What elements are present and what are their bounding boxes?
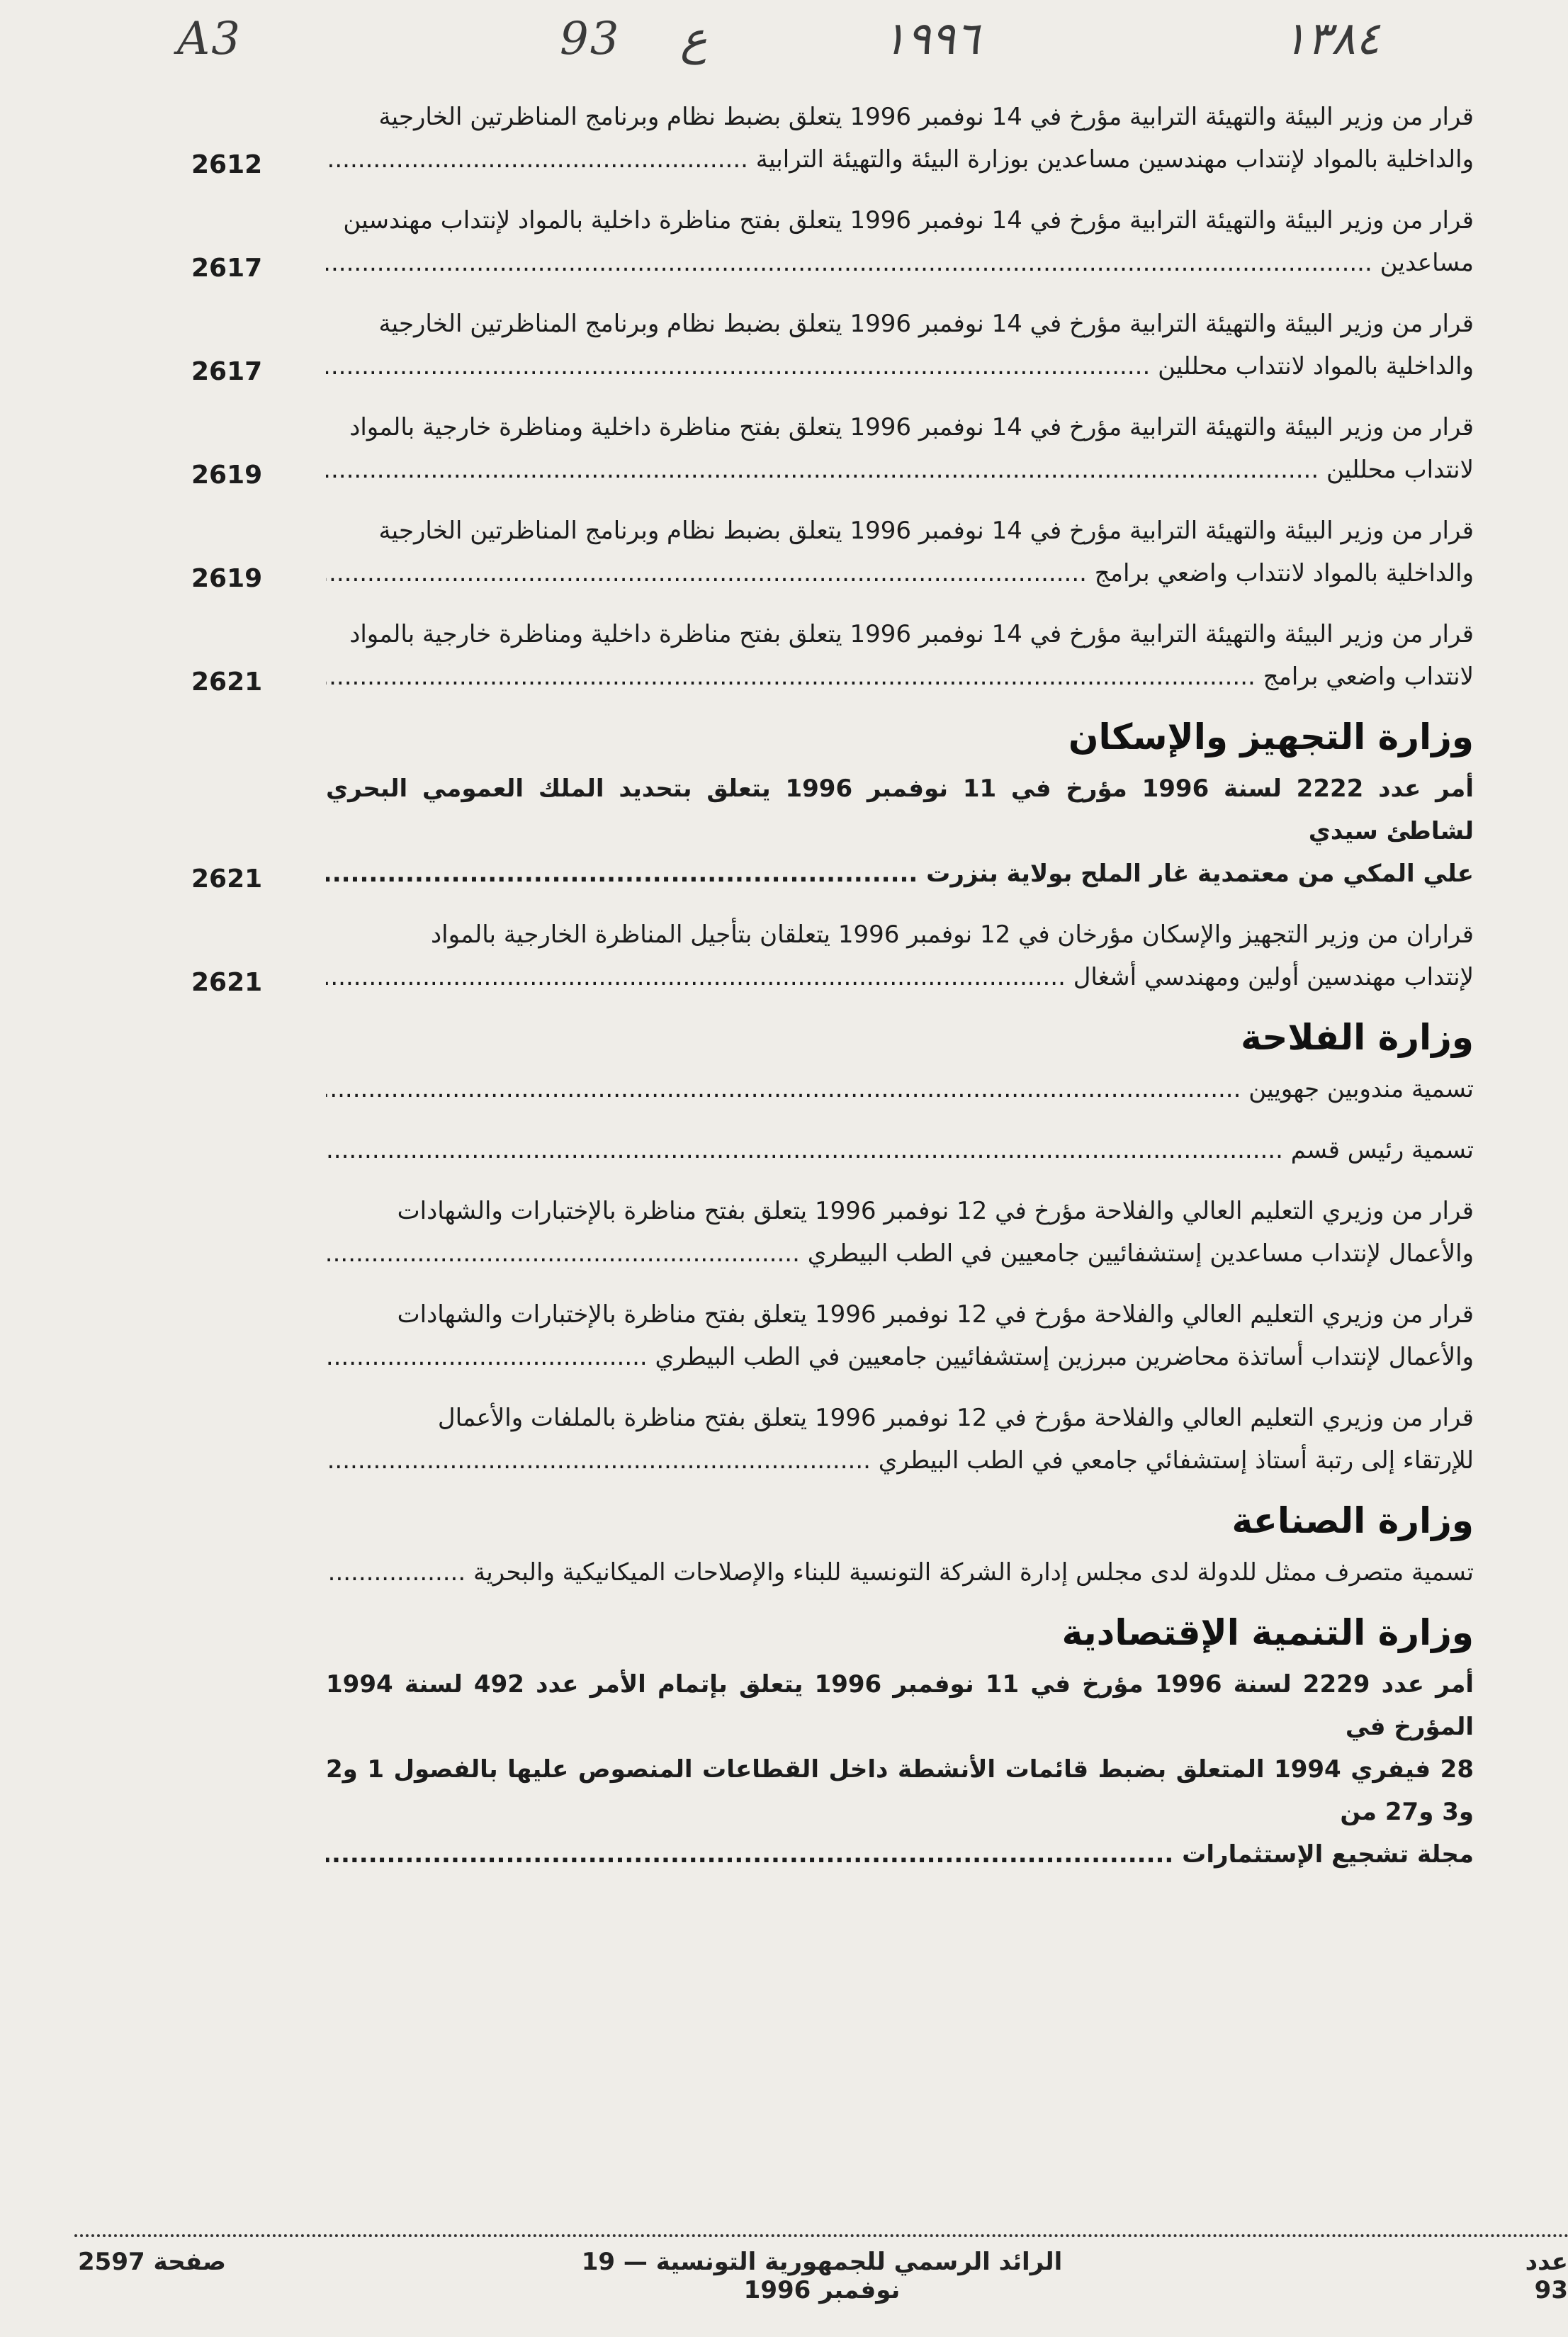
toc-entry-text xyxy=(326,1663,1474,1876)
footer-divider xyxy=(74,2234,1568,2241)
toc-entry xyxy=(191,303,1474,388)
toc-entry-line: قرار من وزير البيئة والتهيئة الترابية مؤرخ في 14 نوفمبر 1996 يتعلق بفتح مناظرة داخلية ومناظرة خارجية بالمواد xyxy=(349,413,1474,441)
section-title-industry: وزارة الصناعة xyxy=(1231,1500,1474,1541)
handwritten-note-a3: A3 xyxy=(177,13,242,65)
entries-agriculture xyxy=(191,1068,1474,1482)
handwritten-note-ain: ع xyxy=(680,13,708,65)
toc-entry xyxy=(191,767,1474,895)
toc-page-number: 2619 xyxy=(191,461,263,490)
toc-entry-text xyxy=(326,303,1474,388)
toc-entry-line: والداخلية بالمواد لانتداب محللين ..... xyxy=(326,345,1474,388)
footer-issue-label: عدد xyxy=(1525,2248,1568,2276)
toc-entry xyxy=(191,1551,1474,1594)
toc-entry-text xyxy=(326,1397,1474,1482)
toc-entry xyxy=(191,613,1474,698)
toc-entry-line: للإرتقاء إلى رتبة أستاذ إستشفائي جامعي في الطب البيطري ..... xyxy=(326,1439,1474,1482)
toc-entry-line: والداخلية بالمواد لانتداب واضعي برامج ..... xyxy=(326,552,1474,595)
toc-entry-text xyxy=(326,1129,1474,1171)
toc-page-number: 2617 xyxy=(191,254,263,283)
toc-entry-text xyxy=(326,509,1474,595)
section-title-economy: وزارة التنمية الإقتصادية xyxy=(1061,1612,1474,1653)
toc-entry-text xyxy=(326,1068,1474,1110)
toc-entry-line: قرار من وزير البيئة والتهيئة الترابية مؤرخ في 14 نوفمبر 1996 يتعلق بضبط نظام وبرنامج المناظرتين الخارجية xyxy=(378,517,1474,545)
toc-entry-line: لإنتداب مهندسين أولين ومهندسي أشغال ..... xyxy=(326,956,1474,998)
toc-entry-line: لانتداب محللين ..... xyxy=(326,449,1474,491)
toc-entry-line: تسمية متصرف ممثل للدولة لدى مجلس إدارة الشركة التونسية للبناء والإصلاحات الميكانيكية والبحرية ..... xyxy=(326,1551,1474,1594)
toc-page-number: 2621 xyxy=(191,968,263,997)
handwritten-note-year: ١٩٩٦ xyxy=(882,13,980,65)
toc-entry xyxy=(191,1293,1474,1378)
toc-page-number: 2621 xyxy=(191,668,263,697)
toc-entry-text xyxy=(326,613,1474,698)
toc-page-number: 2612 xyxy=(191,150,263,179)
section-title-agriculture: وزارة الفلاحة xyxy=(1241,1017,1474,1058)
toc-entry-line: علي المكي من معتمدية غار الملح بولاية بنزرت ..... xyxy=(326,852,1474,895)
entries-industry xyxy=(191,1551,1474,1594)
toc-entry-line: والداخلية بالمواد لإنتداب مهندسين مساعدين بوزارة البيئة والتهيئة الترابية ..... xyxy=(326,138,1474,181)
footer-page-number: صفحة 2597 xyxy=(78,2248,226,2276)
toc-entry-text xyxy=(326,199,1474,284)
toc-entry-line: قرار من وزيري التعليم العالي والفلاحة مؤرخ في 12 نوفمبر 1996 يتعلق بفتح مناظرة بالإختبارات والشهادات xyxy=(397,1197,1474,1225)
toc-entry xyxy=(191,1129,1474,1171)
toc-entry-line: تسمية مندوبين جهويين ..... xyxy=(326,1068,1474,1110)
footer-journal-title: الرائد الرسمي للجمهورية التونسية — 19 نوفمبر 1996 xyxy=(581,2248,1063,2304)
toc-page-number: 2619 xyxy=(191,564,263,593)
toc-entry xyxy=(191,96,1474,181)
toc-entry-line: أمر عدد 2222 لسنة 1996 مؤرخ في 11 نوفمبر 1996 يتعلق بتحديد الملك العمومي البحري لشاطئ سيدي xyxy=(326,775,1474,845)
entries-equipment xyxy=(191,767,1474,998)
toc-page-number: 2617 xyxy=(191,357,263,386)
toc-entry xyxy=(191,1190,1474,1275)
toc-entry-line: قرار من وزير البيئة والتهيئة الترابية مؤرخ في 14 نوفمبر 1996 يتعلق بفتح مناظرة داخلية بالمواد لإنتداب مهندسين xyxy=(343,206,1474,235)
handwritten-note-number: ١٣٨٤ xyxy=(1282,13,1380,65)
toc-entry xyxy=(191,406,1474,491)
toc-entry-line: مجلة تشجيع الإستثمارات ..... xyxy=(326,1833,1474,1876)
footer-issue-number: 93 xyxy=(1534,2276,1568,2304)
toc-entry-line: والأعمال لإنتداب أساتذة محاضرين مبرزين إستشفائيين جامعيين في الطب البيطري ..... xyxy=(326,1336,1474,1378)
toc-entry-line: قراران من وزير التجهيز والإسكان مؤرخان في 12 نوفمبر 1996 يتعلقان بتأجيل المناظرة الخارجية بالمواد xyxy=(431,920,1474,949)
toc-entry-text xyxy=(326,1551,1474,1594)
toc-entry-line: أمر عدد 2229 لسنة 1996 مؤرخ في 11 نوفمبر 1996 يتعلق بإتمام الأمر عدد 492 لسنة 1994 المؤرخ في xyxy=(326,1670,1474,1741)
toc-entry-text xyxy=(326,1293,1474,1378)
toc-entry-line: لانتداب واضعي برامج ..... xyxy=(326,655,1474,698)
toc-entry-line: تسمية رئيس قسم ..... xyxy=(326,1129,1474,1171)
toc-entry xyxy=(191,199,1474,284)
handwritten-note-93: 93 xyxy=(560,13,621,65)
toc-entry-line: قرار من وزير البيئة والتهيئة الترابية مؤرخ في 14 نوفمبر 1996 يتعلق بضبط نظام وبرنامج المناظرتين الخارجية xyxy=(378,310,1474,338)
toc-entry-line: قرار من وزير البيئة والتهيئة الترابية مؤرخ في 14 نوفمبر 1996 يتعلق بضبط نظام وبرنامج المناظرتين الخارجية xyxy=(378,103,1474,131)
toc-entry-text xyxy=(326,913,1474,998)
toc-entry-line: مساعدين ..... xyxy=(326,242,1474,284)
toc-entry-text xyxy=(326,96,1474,181)
section-title-equipment: وزارة التجهيز والإسكان xyxy=(1068,716,1474,758)
toc-entry-text xyxy=(326,1190,1474,1275)
entries-environment xyxy=(191,96,1474,698)
table-of-contents xyxy=(191,96,1474,1894)
toc-entry-line: قرار من وزيري التعليم العالي والفلاحة مؤرخ في 12 نوفمبر 1996 يتعلق بفتح مناظرة بالملفات والأعمال xyxy=(437,1404,1474,1432)
toc-entry-line: قرار من وزير البيئة والتهيئة الترابية مؤرخ في 14 نوفمبر 1996 يتعلق بفتح مناظرة داخلية ومناظرة خارجية بالمواد xyxy=(349,620,1474,648)
toc-entry-text xyxy=(326,406,1474,491)
entries-economy xyxy=(191,1663,1474,1876)
toc-entry xyxy=(191,1397,1474,1482)
toc-entry xyxy=(191,913,1474,998)
toc-entry-text xyxy=(326,767,1474,895)
toc-entry-line: 28 فيفري 1994 المتعلق بضبط قائمات الأنشطة داخل القطاعات المنصوص عليها بالفصول 1 و2 و3 و27 من xyxy=(326,1755,1474,1826)
toc-entry-line: والأعمال لإنتداب مساعدين إستشفائيين جامعيين في الطب البيطري ..... xyxy=(326,1232,1474,1275)
toc-page-number: 2621 xyxy=(191,865,263,894)
toc-entry xyxy=(191,1068,1474,1110)
toc-entry xyxy=(191,1663,1474,1876)
toc-entry xyxy=(191,509,1474,595)
footer-issue xyxy=(1488,2248,1568,2304)
toc-entry-line: قرار من وزيري التعليم العالي والفلاحة مؤرخ في 12 نوفمبر 1996 يتعلق بفتح مناظرة بالإختبارات والشهادات xyxy=(397,1300,1474,1329)
